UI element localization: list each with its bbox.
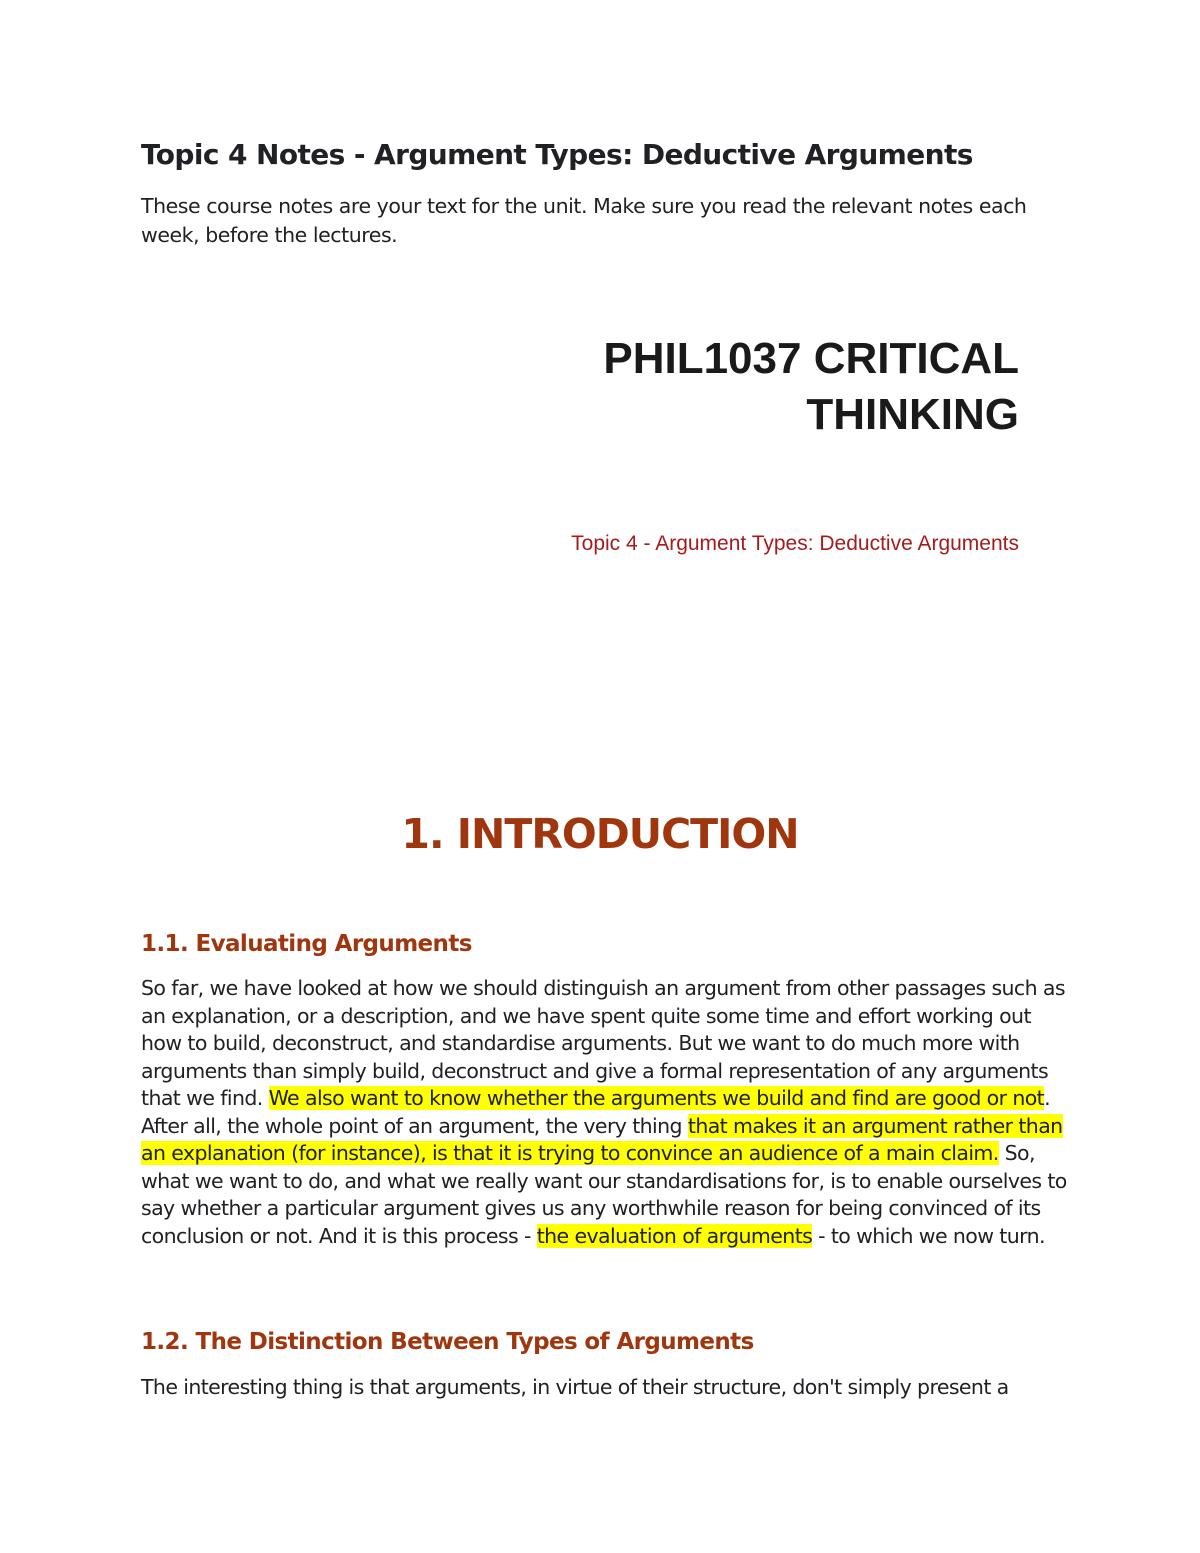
highlighted-text: We also want to know whether the arguments we build and find are good or not (268, 1086, 1045, 1110)
text-span: So, what we want to do, and what we really want our standardisations for, is to enable ourselves to say whether a particular argument gives us any worthwhile reason for being convinced of its conclusion or not. And it is this process - (141, 1141, 1067, 1248)
document-title: Topic 4 Notes - Argument Types: Deductive Arguments (141, 138, 973, 171)
document-intro: These course notes are your text for the unit. Make sure you read the relevant notes each week, before the lectures. (141, 194, 1027, 247)
section-heading-introduction: 1. INTRODUCTION (401, 810, 799, 858)
text-span: - to which we now turn. (812, 1223, 1045, 1248)
highlighted-text: that makes it an argument rather than an explanation (for instance), is that it is trying to convince an audience of a main claim. (141, 1113, 1063, 1165)
paragraph-evaluating-arguments (141, 975, 1071, 1250)
paragraph-types-of-arguments: The interesting thing is that arguments, in virtue of their structure, don't simply present a (141, 1375, 1009, 1399)
subsection-heading-evaluating-arguments: 1.1. Evaluating Arguments (141, 931, 472, 957)
topic-subtitle: Topic 4 - Argument Types: Deductive Arguments (571, 532, 1019, 555)
text-span: So far, we have looked at how we should distinguish an argument from other passages such as an explanation, or a description, and we have spent quite some time and effort working out how to build, deconstruct, and standardise arguments. But we want to do much more with arguments than simply build, deconstruct and give a formal representation of any arguments that we find. (141, 976, 1065, 1110)
course-title: PHIL1037 CRITICAL THINKING (603, 334, 1019, 439)
highlighted-text: the evaluation of arguments (536, 1223, 813, 1248)
subsection-heading-types-of-arguments: 1.2. The Distinction Between Types of Arguments (141, 1329, 754, 1355)
text-span: . After all, the whole point of an argument, the very thing (141, 1086, 1051, 1138)
